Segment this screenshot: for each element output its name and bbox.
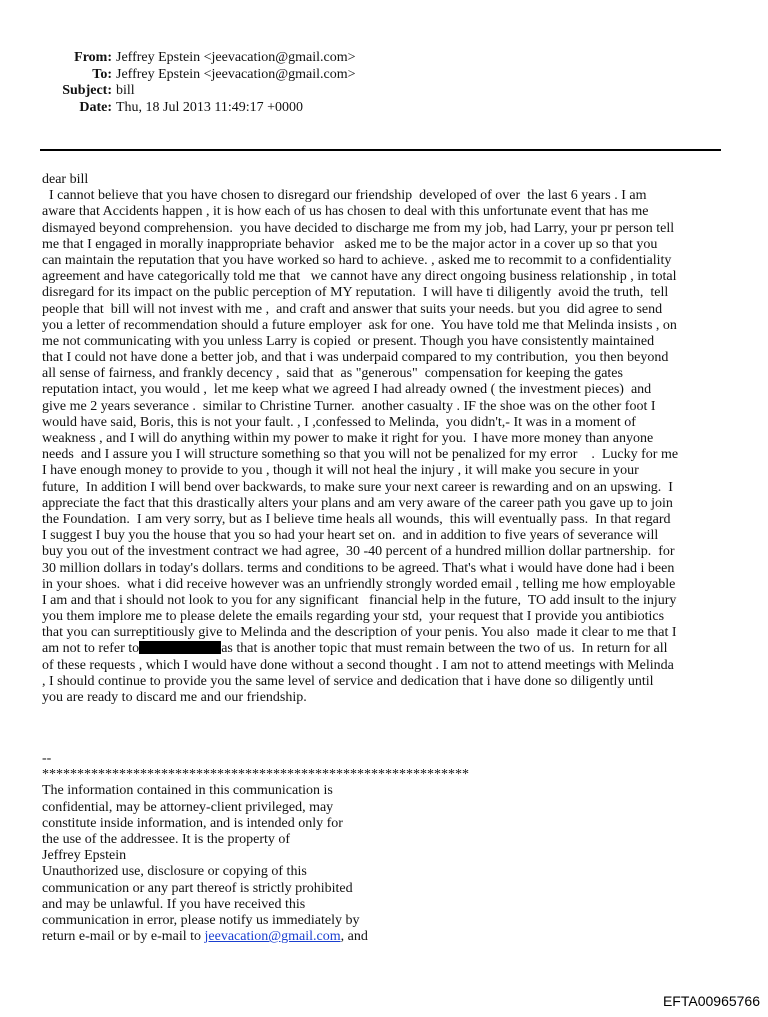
date-value: Thu, 18 Jul 2013 11:49:17 +0000 <box>116 99 304 115</box>
email-signature <box>42 751 469 945</box>
body-line: dismayed beyond comprehension. you have decided to discharge me from my job, had Larry, your pr person tell <box>42 220 675 236</box>
disclaimer-last-line <box>42 929 469 945</box>
email-body <box>42 172 732 706</box>
from-label: From: <box>74 50 112 65</box>
body-line: I suggest I buy you the house that you so had your heart set on. and in addition to five years of severance will <box>42 528 659 544</box>
body-line: appreciate the fact that this drastically alters your plans and am very aware of the career path you gave up to join <box>42 495 673 511</box>
date-row <box>40 100 356 117</box>
body-line: dear bill <box>42 172 89 187</box>
subject-row <box>40 83 356 100</box>
signature-stars: ************************************************************* <box>42 767 469 783</box>
from-value: Jeffrey Epstein <jeevacation@gmail.com> <box>116 50 356 65</box>
body-line: weakness , and I will do anything within my power to make it right for you. I have more money than anyone <box>42 431 654 446</box>
email-link[interactable]: jeevacation@gmail.com <box>204 929 341 945</box>
body-line: needs and I assure you I will structure something so that you will not be penalized for my error . Lucky for me <box>42 447 679 463</box>
disclaimer-text-end: , and <box>340 929 368 945</box>
body-line: you are ready to discard me and our friendship. <box>42 690 307 705</box>
body-line: that you can surreptitiously give to Melinda and the description of your penis. You also made it clear to me that I <box>42 625 677 641</box>
body-line: in your shoes. what i did receive however was an unfriendly strongly worded email , telling me how employable <box>42 576 676 592</box>
disclaimer-line: and may be unlawful. If you have received this <box>42 896 306 912</box>
signature-dashes: -- <box>42 751 52 766</box>
disclaimer-line: constitute inside information, and is intended only for <box>42 815 343 831</box>
body-line: people that bill will not invest with me , and craft and answer that suits your needs. but you did agree to send <box>42 301 663 317</box>
body-line: would have said, Boris, this is not your fault. , I ,confessed to Melinda, you didn't,- It was in a moment of <box>42 414 636 430</box>
body-line: you a letter of recommendation should a future employer ask for one. You have told me that Melinda insists , on <box>42 317 677 333</box>
redaction-box <box>139 641 221 654</box>
disclaimer-line: Jeffrey Epstein <box>42 848 127 864</box>
body-line: me not communicating with you unless Larry is copied or present. Though you have consistently maintained <box>42 333 655 349</box>
body-line: , I should continue to provide you the same level of service and dedication that i have done so diligently until <box>42 673 654 689</box>
body-line: the Foundation. I am very sorry, but as I believe time heals all wounds, this will eventually pass. In that regard <box>42 511 671 527</box>
body-line: reputation intact, you would , let me keep what we agreed I had already owned ( the investment pieces) and <box>42 382 652 398</box>
body-line: I cannot believe that you have chosen to disregard our friendship developed of over the last 6 years . I am <box>42 188 647 204</box>
body-line: all sense of fairness, and frankly decency , said that as "generous" compensation for keeping the gates <box>42 366 623 382</box>
body-line-redacted <box>42 641 732 657</box>
body-line: buy you out of the investment contract we had agree, 30 -40 percent of a hundred million dollar partnership. for <box>42 544 675 560</box>
subject-label: Subject: <box>62 83 112 98</box>
body-line: aware that Accidents happen , it is how each of us has chosen to deal with this unfortunate event that has me <box>42 204 649 220</box>
body-text-before-redaction: am not to refer to <box>42 641 140 657</box>
date-label: Date: <box>79 99 112 115</box>
disclaimer-line: Unauthorized use, disclosure or copying of this <box>42 864 307 880</box>
to-label: To: <box>92 66 112 82</box>
body-line: disregard for its impact on the public perception of MY reputation. I will have ti diligently avoid the truth, tell <box>42 285 669 301</box>
body-line: of these requests , which I would have done without a second thought . I am not to attend meetings with Melinda <box>42 657 674 673</box>
body-line: give me 2 years severance . similar to Christine Turner. another casualty . IF the shoe was on the other foot I <box>42 398 656 414</box>
body-line: can maintain the reputation that you have worked so hard to achieve. , asked me to recommit to a confidentiality <box>42 252 672 268</box>
disclaimer-line: confidential, may be attorney-client privileged, may <box>42 799 334 815</box>
to-value: Jeffrey Epstein <jeevacation@gmail.com> <box>116 66 356 82</box>
disclaimer-line: the use of the addressee. It is the property of <box>42 831 291 847</box>
body-text-after-redaction: as that is another topic that must remain between the two of us. In return for all <box>221 641 668 657</box>
bates-number: EFTA00965766 <box>662 993 760 1009</box>
body-line: I am and that i should not look to you for any significant financial help in the future, TO add insult to the injury <box>42 592 677 608</box>
header-divider <box>40 149 721 151</box>
body-line: agreement and have categorically told me that we cannot have any direct ongoing business relationship , in total <box>42 269 677 285</box>
subject-value: bill <box>116 83 135 98</box>
disclaimer-line: The information contained in this communication is <box>42 783 333 799</box>
body-line: 30 million dollars in today's dollars. terms and conditions to be agreed. That's what i would have done had i been <box>42 560 675 576</box>
disclaimer-line: communication in error, please notify us immediately by <box>42 912 360 928</box>
body-line: I have enough money to provide to you , though it will not heal the injury , it will make you secure in your <box>42 463 639 479</box>
body-line: future, In addition I will bend over backwards, to make sure your next career is rewarding and on an upswing. I <box>42 479 673 495</box>
disclaimer-line: communication or any part thereof is strictly prohibited <box>42 880 353 896</box>
to-row <box>40 67 356 84</box>
from-row <box>40 50 356 67</box>
disclaimer-text: return e-mail or by e-mail to <box>42 929 205 945</box>
body-line: that I could not have done a better job, and that i was underpaid compared to my contribution, you then beyond <box>42 350 669 366</box>
email-header <box>40 50 356 116</box>
body-line: you them implore me to please delete the emails regarding your std, your request that I provide you antibiotics <box>42 609 665 625</box>
body-line: me that I engaged in morally inappropriate behavior asked me to be the major actor in a cover up so that you <box>42 236 658 252</box>
